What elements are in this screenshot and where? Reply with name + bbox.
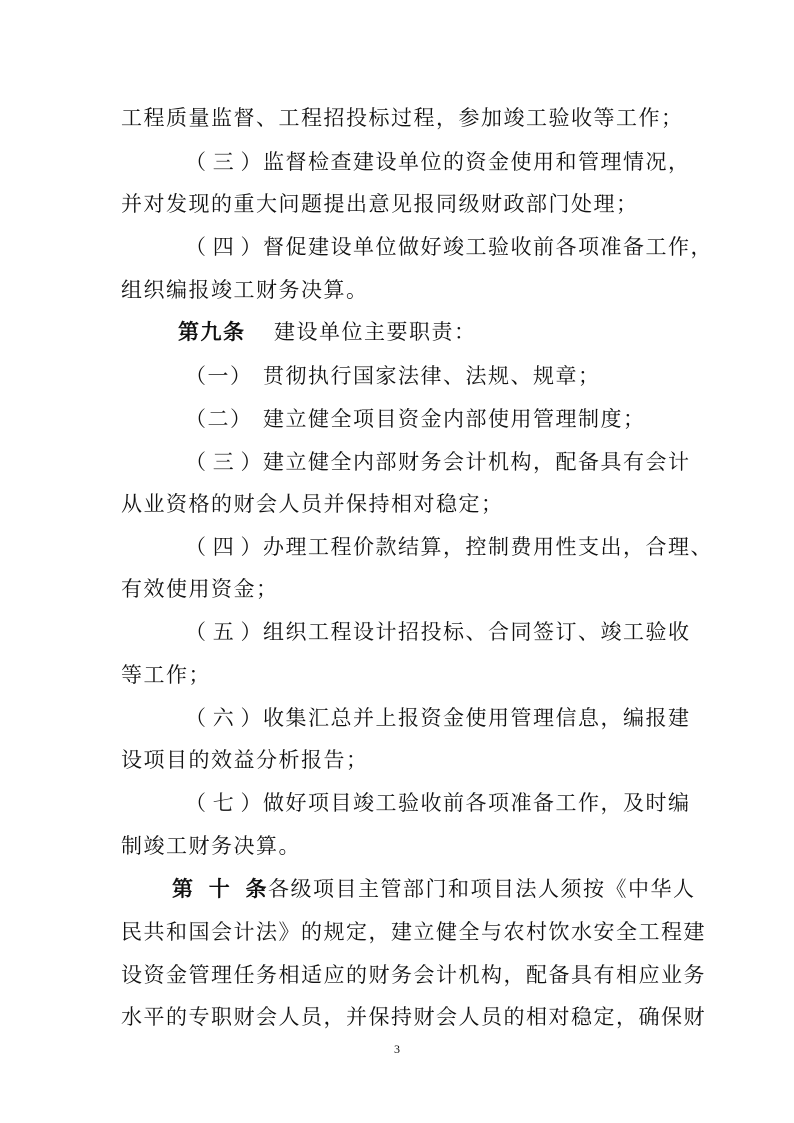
list-item-3	[185, 448, 691, 476]
item-number: （七）	[185, 791, 263, 815]
item-text: 做好项目竣工验收前各项准备工作，及时编	[263, 791, 691, 815]
item-number: （二）	[185, 407, 253, 431]
article-text: 各级项目主管部门和项目法人须按《中华人	[268, 877, 696, 901]
text-line: 制竣工财务决算。	[121, 834, 301, 858]
list-item-7	[185, 789, 691, 817]
article-9-heading	[178, 318, 734, 346]
item-number: （四）	[185, 235, 263, 259]
item-text: 组织工程设计招投标、合同签订、竣工验收	[263, 620, 691, 644]
item-number: （六）	[185, 706, 263, 730]
list-item-1	[185, 362, 677, 390]
text-line: 有效使用资金；	[121, 577, 279, 601]
text-line: 水平的专职财会人员，并保持财会人员的相对稳定，确保财	[121, 1005, 706, 1029]
text-line: 设项目的效益分析报告；	[121, 748, 369, 772]
text-line: 民共和国会计法》的规定，建立健全与农村饮水安全工程建	[121, 920, 706, 944]
item-text: 贯彻执行国家法律、法规、规章；	[263, 364, 601, 388]
text-line: 设资金管理任务相适应的财务会计机构，配备具有相应业务	[121, 963, 706, 987]
item-text: 建立健全项目资金内部使用管理制度；	[263, 407, 646, 431]
article-10-heading	[172, 875, 696, 903]
list-item-4	[185, 233, 713, 261]
item-text: 建立健全内部财务会计机构，配备具有会计	[263, 450, 691, 474]
text-line: 组织编报竣工财务决算。	[121, 278, 369, 302]
item-number: （四）	[185, 535, 263, 559]
item-number: （一）	[185, 364, 253, 388]
text-line: 工程质量监督、工程招投标过程，参加竣工验收等工作；	[121, 106, 684, 130]
article-number: 第九条	[178, 319, 246, 344]
article-number: 第十条	[172, 876, 268, 901]
item-text: 办理工程价款结算，控制费用性支出，合理、	[263, 535, 713, 559]
text-line: 等工作；	[121, 663, 211, 687]
item-number: （三）	[185, 450, 263, 474]
item-text: 收集汇总并上报资金使用管理信息，编报建	[263, 706, 691, 730]
page-number: 3	[394, 1042, 400, 1056]
list-item-6	[185, 704, 691, 732]
list-item-2	[185, 405, 677, 433]
list-item-3	[185, 148, 691, 176]
item-number: （五）	[185, 620, 263, 644]
article-text: 建设单位主要职责：	[274, 320, 477, 344]
item-number: （三）	[185, 150, 263, 174]
list-item-4	[185, 533, 713, 561]
item-text: 督促建设单位做好竣工验收前各项准备工作，	[263, 235, 713, 259]
text-line: 从业资格的财会人员并保持相对稳定；	[121, 492, 504, 516]
list-item-5	[185, 618, 691, 646]
text-line: 并对发现的重大问题提出意见报同级财政部门处理；	[121, 192, 639, 216]
item-text: 监督检查建设单位的资金使用和管理情况，	[263, 150, 691, 174]
